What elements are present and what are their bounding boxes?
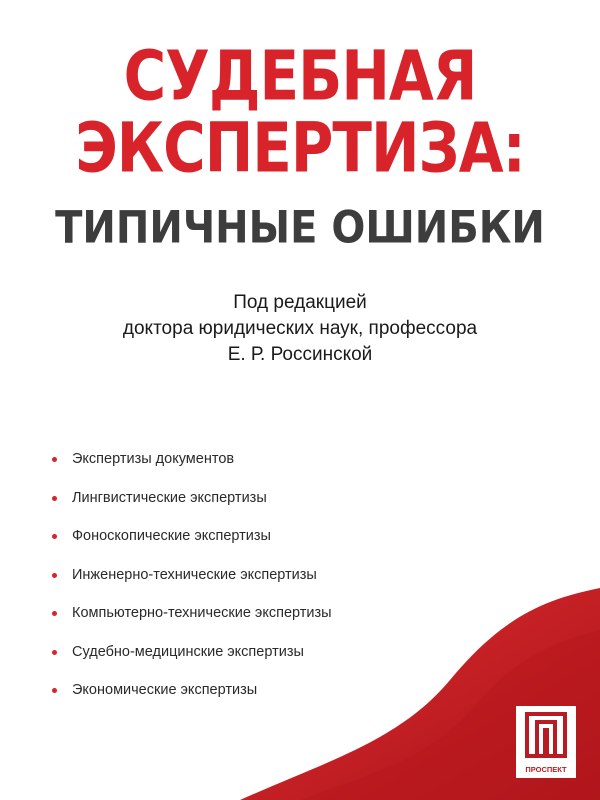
bullet-icon <box>52 496 57 501</box>
bullet-icon <box>52 611 57 616</box>
topic-item <box>52 633 332 672</box>
topic-label: Инженерно-технические экспертизы <box>72 566 317 583</box>
bullet-icon <box>52 688 57 693</box>
subtitle: ТИПИЧНЫЕ ОШИБКИ <box>55 202 545 254</box>
title-line-1: СУДЕБНАЯ <box>123 36 477 117</box>
topic-item <box>52 517 332 556</box>
topic-item <box>52 479 332 518</box>
topic-item <box>52 556 332 595</box>
topic-label: Фоноскопические экспертизы <box>72 528 271 544</box>
topic-item <box>52 594 332 633</box>
publisher-logo <box>516 706 576 778</box>
topic-label: Судебно-медицинские экспертизы <box>72 643 304 660</box>
topic-label: Компьютерно-технические экспертизы <box>72 605 332 621</box>
topic-label: Экспертизы документов <box>72 451 235 467</box>
bullet-icon <box>52 457 57 462</box>
bullet-icon <box>52 650 57 655</box>
publisher-name: ПРОСПЕКТ <box>525 765 567 774</box>
topic-label: Экономические экспертизы <box>72 682 258 698</box>
editor-line-1: Под редакцией <box>233 292 367 313</box>
topic-list <box>52 440 332 710</box>
topic-item <box>52 440 332 479</box>
bullet-icon <box>52 573 57 578</box>
editor-line-2: доктора юридических наук, профессора <box>122 318 478 339</box>
editor-name: Е. Р. Россинской <box>227 344 373 365</box>
topic-label: Лингвистические экспертизы <box>72 489 267 506</box>
title-line-2: ЭКСПЕРТИЗА: <box>75 108 525 189</box>
topic-item <box>52 671 332 710</box>
bullet-icon <box>52 534 57 539</box>
